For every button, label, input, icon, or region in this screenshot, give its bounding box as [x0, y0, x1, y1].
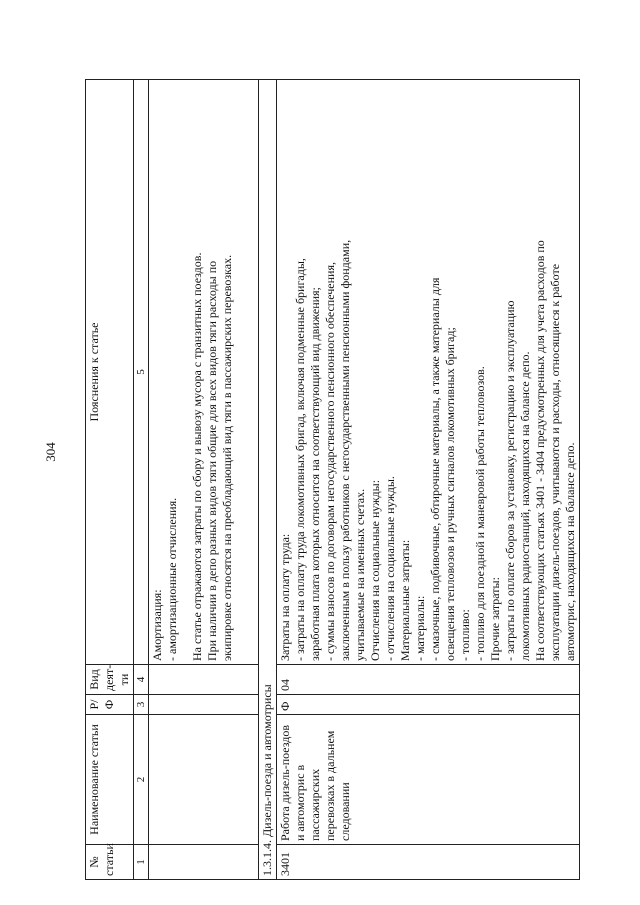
explanation-line: На статье отражаются затраты по сбору и вывозу мусора с транзитных поездов. [190, 252, 204, 661]
explanation-line: - смазочные, подбивочные, обтирочные материалы, а также материалы для [428, 277, 442, 661]
explanation-line: Амортизация: [150, 589, 164, 661]
column-number-3: 3 [134, 695, 149, 715]
continuation-row [149, 80, 259, 880]
rotated-table-container [85, 80, 577, 880]
explanation-line: - затраты по оплате сборов за установку, регистрацию и эксплуатацию [503, 300, 517, 661]
header-rf: Р/ Ф [86, 695, 134, 715]
explanation-line: освещения тепловозов и ручных сигналов локомотивных бригад; [443, 327, 457, 661]
header-item-name: Наименование статьи [86, 715, 134, 845]
explanation-line: При наличии в депо разных видов тяги общие для всех видов тяги расходы по [205, 260, 219, 661]
section-row [259, 80, 277, 880]
continuation-rf-cell [149, 695, 259, 715]
explanation-line: учитываемые на именных счетах. [353, 488, 367, 661]
explanation-line: локомотивных радиостанций, находящихся на балансе депо. [518, 351, 532, 661]
header-item-number: № статьи [86, 845, 134, 880]
explanation-line: - отчисления на социальные нужды. [383, 476, 397, 661]
explanation-line: - материалы: [413, 595, 427, 661]
item-explanation-cell [277, 80, 580, 665]
item-number-cell: 3401 [277, 845, 580, 880]
explanation-line: заключенным в пользу работников с негосударственными пенсионными фондами, [338, 239, 352, 661]
column-numbers-row [134, 80, 149, 880]
item-name-cell: Работа дизель-поездов и автомотрис в пассажирских перевозках в дальнем следовании [277, 715, 580, 845]
table-header-row [86, 80, 134, 880]
explanation-line: - суммы взносов по договорам негосударственного пенсионного обеспечения, [323, 262, 337, 661]
expense-items-table [85, 79, 580, 880]
explanation-line: автомотрис, находящихся на балансе депо. [563, 442, 577, 661]
explanation-line: Отчисления на социальные нужды: [368, 479, 382, 661]
explanation-line: эксплуатации дизель-поездов, учитываются и расходы, относящиеся к работе [548, 263, 562, 661]
item-activity-cell: 04 [277, 665, 580, 695]
explanation-line: - топливо для поездной и маневровой работы тепловозов. [473, 366, 487, 661]
rotated-table [85, 80, 577, 880]
explanation-line: Материальные затраты: [398, 539, 412, 661]
explanation-line: заработная плата которых относится на соответствующий вид движения; [308, 287, 322, 661]
table-row [277, 80, 580, 880]
section-title: 1.3.1.4. Дизель-поезда и автомотрисы [259, 80, 277, 880]
explanation-line: - топливо: [458, 609, 472, 661]
explanation-line: экипировке относятся на преобладающий вид тяги в пассажирских перевозках. [220, 254, 234, 661]
explanation-line: На соответствующих статьях 3401 - 3404 предусмотренных для учета расходов по [533, 240, 547, 661]
page-number: 304 [43, 442, 58, 462]
explanation-line: Затраты на оплату труда: [278, 533, 292, 661]
continuation-explanation-cell [149, 80, 259, 665]
column-number-2: 2 [134, 715, 149, 845]
header-explanation: Пояснения к статье [86, 80, 134, 665]
column-number-5: 5 [134, 80, 149, 665]
header-activity: Вид деят-ти [86, 665, 134, 695]
column-number-4: 4 [134, 665, 149, 695]
explanation-line: - амортизационные отчисления. [165, 497, 179, 661]
column-number-1: 1 [134, 845, 149, 880]
explanation-line: Прочие затраты: [488, 577, 502, 661]
continuation-no-cell [149, 845, 259, 880]
continuation-activity-cell [149, 665, 259, 695]
item-rf-cell: Ф [277, 695, 580, 715]
explanation-line: - затраты на оплату труда локомотивных бригад, включая подменные бригады, [293, 258, 307, 661]
explanation-blank-line [180, 83, 190, 661]
continuation-name-cell [149, 715, 259, 845]
